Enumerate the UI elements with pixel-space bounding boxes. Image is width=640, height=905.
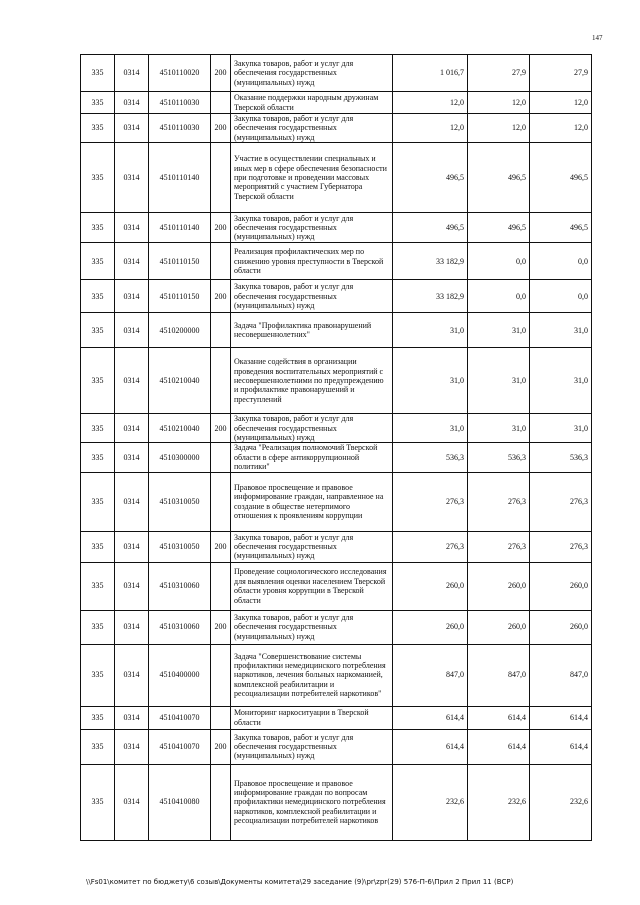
- cell-section: 0314: [115, 243, 149, 280]
- cell-amount-3: 31,0: [530, 348, 592, 414]
- table-row: [81, 531, 592, 562]
- cell-section: 0314: [115, 92, 149, 114]
- cell-section: 0314: [115, 610, 149, 644]
- cell-amount-3: 276,3: [530, 531, 592, 562]
- cell-expense-type: [211, 644, 231, 706]
- cell-description: Закупка товаров, работ и услуг для обеспечения государственных (муниципальных) нужд: [231, 213, 393, 243]
- table-row: [81, 280, 592, 313]
- cell-expense-type: [211, 243, 231, 280]
- cell-description: Задача "Профилактика правонарушений несовершеннолетних": [231, 313, 393, 348]
- cell-amount-1: 276,3: [393, 472, 468, 531]
- table-row: [81, 644, 592, 706]
- cell-section: 0314: [115, 414, 149, 443]
- cell-target-code: 4510410080: [149, 764, 211, 840]
- cell-chapter: 335: [81, 472, 115, 531]
- cell-description: Закупка товаров, работ и услуг для обеспечения государственных (муниципальных) нужд: [231, 55, 393, 92]
- cell-amount-1: 614,4: [393, 706, 468, 729]
- table-row: [81, 213, 592, 243]
- cell-amount-2: 276,3: [468, 472, 530, 531]
- cell-expense-type: [211, 313, 231, 348]
- table-row: [81, 443, 592, 472]
- cell-description: Правовое просвещение и правовое информирование граждан по вопросам профилактики немедицинского потребления наркотиков, комплексной реабилитации и ресоциализации потребителей наркотиков: [231, 764, 393, 840]
- table-row: [81, 348, 592, 414]
- cell-amount-1: 12,0: [393, 92, 468, 114]
- cell-amount-3: 0,0: [530, 280, 592, 313]
- cell-chapter: 335: [81, 443, 115, 472]
- cell-chapter: 335: [81, 562, 115, 610]
- cell-amount-3: 614,4: [530, 729, 592, 764]
- cell-target-code: 4510310050: [149, 472, 211, 531]
- cell-description: Участие в осуществлении специальных и иных мер в сфере обеспечения безопасности при подготовке и проведении массовых мероприятий с участием Губернатора Тверской области: [231, 143, 393, 213]
- cell-amount-2: 847,0: [468, 644, 530, 706]
- table-row: [81, 114, 592, 143]
- cell-amount-2: 496,5: [468, 143, 530, 213]
- cell-amount-1: 1 016,7: [393, 55, 468, 92]
- cell-amount-3: 276,3: [530, 472, 592, 531]
- cell-expense-type: 200: [211, 610, 231, 644]
- cell-amount-3: 536,3: [530, 443, 592, 472]
- cell-description: Мониторинг наркоситуации в Тверской области: [231, 706, 393, 729]
- table-body: [81, 55, 592, 841]
- table-row: [81, 562, 592, 610]
- cell-description: Закупка товаров, работ и услуг для обеспечения государственных (муниципальных) нужд: [231, 729, 393, 764]
- cell-target-code: 4510400000: [149, 644, 211, 706]
- cell-amount-1: 31,0: [393, 348, 468, 414]
- cell-target-code: 4510410070: [149, 706, 211, 729]
- cell-chapter: 335: [81, 143, 115, 213]
- cell-amount-3: 27,9: [530, 55, 592, 92]
- cell-section: 0314: [115, 472, 149, 531]
- table-row: [81, 143, 592, 213]
- cell-description: Закупка товаров, работ и услуг для обеспечения государственных (муниципальных) нужд: [231, 531, 393, 562]
- cell-section: 0314: [115, 143, 149, 213]
- cell-section: 0314: [115, 443, 149, 472]
- cell-description: Закупка товаров, работ и услуг для обеспечения государственных (муниципальных) нужд: [231, 280, 393, 313]
- cell-section: 0314: [115, 531, 149, 562]
- cell-amount-1: 33 182,9: [393, 243, 468, 280]
- page-number: 147: [592, 34, 603, 42]
- cell-expense-type: [211, 764, 231, 840]
- cell-section: 0314: [115, 562, 149, 610]
- cell-description: Проведение социологического исследования для выявления оценки населением Тверской области уровня коррупции в Тверской области: [231, 562, 393, 610]
- cell-amount-3: 12,0: [530, 92, 592, 114]
- cell-amount-2: 260,0: [468, 562, 530, 610]
- table-row: [81, 729, 592, 764]
- cell-amount-2: 0,0: [468, 243, 530, 280]
- table-row: [81, 610, 592, 644]
- table-row: [81, 706, 592, 729]
- cell-amount-1: 276,3: [393, 531, 468, 562]
- cell-amount-2: 536,3: [468, 443, 530, 472]
- cell-description: Правовое просвещение и правовое информирование граждан, направленное на создание в обществе нетерпимого отношения к проявлениям коррупции: [231, 472, 393, 531]
- cell-amount-2: 260,0: [468, 610, 530, 644]
- table-row: [81, 472, 592, 531]
- cell-amount-3: 847,0: [530, 644, 592, 706]
- cell-amount-2: 31,0: [468, 348, 530, 414]
- cell-target-code: 4510310060: [149, 562, 211, 610]
- footer-file-path: \\Fs01\комитет по бюджету\6 созыв\Документы комитета\29 заседание (9)\рr\zpr(29) 576-П-6\Прил 2 Прил 11 (ВСР): [86, 878, 514, 886]
- cell-target-code: 4510110150: [149, 280, 211, 313]
- cell-description: Задача "Реализация полномочий Тверской области в сфере антикоррупционной политики": [231, 443, 393, 472]
- cell-expense-type: [211, 562, 231, 610]
- cell-expense-type: 200: [211, 414, 231, 443]
- cell-target-code: 4510110150: [149, 243, 211, 280]
- cell-expense-type: 200: [211, 280, 231, 313]
- cell-amount-1: 260,0: [393, 610, 468, 644]
- cell-section: 0314: [115, 213, 149, 243]
- cell-section: 0314: [115, 114, 149, 143]
- cell-chapter: 335: [81, 280, 115, 313]
- cell-amount-3: 496,5: [530, 213, 592, 243]
- cell-chapter: 335: [81, 348, 115, 414]
- cell-expense-type: 200: [211, 114, 231, 143]
- table-row: [81, 55, 592, 92]
- cell-expense-type: 200: [211, 55, 231, 92]
- cell-chapter: 335: [81, 644, 115, 706]
- cell-amount-2: 12,0: [468, 92, 530, 114]
- cell-target-code: 4510310060: [149, 610, 211, 644]
- cell-description: Оказание содействия в организации проведения воспитательных мероприятий с несовершеннолетними по предупреждению и профилактике правонарушений и преступлений: [231, 348, 393, 414]
- cell-section: 0314: [115, 313, 149, 348]
- cell-target-code: 4510210040: [149, 348, 211, 414]
- cell-amount-1: 31,0: [393, 313, 468, 348]
- cell-amount-2: 12,0: [468, 114, 530, 143]
- cell-amount-3: 0,0: [530, 243, 592, 280]
- cell-target-code: 4510200000: [149, 313, 211, 348]
- cell-chapter: 335: [81, 706, 115, 729]
- cell-amount-3: 614,4: [530, 706, 592, 729]
- cell-amount-2: 496,5: [468, 213, 530, 243]
- cell-amount-3: 12,0: [530, 114, 592, 143]
- cell-chapter: 335: [81, 213, 115, 243]
- cell-amount-2: 614,4: [468, 706, 530, 729]
- cell-chapter: 335: [81, 55, 115, 92]
- cell-section: 0314: [115, 706, 149, 729]
- cell-expense-type: 200: [211, 531, 231, 562]
- cell-amount-2: 31,0: [468, 313, 530, 348]
- cell-amount-1: 536,3: [393, 443, 468, 472]
- cell-amount-2: 27,9: [468, 55, 530, 92]
- table-row: [81, 764, 592, 840]
- cell-target-code: 4510110140: [149, 213, 211, 243]
- cell-chapter: 335: [81, 610, 115, 644]
- cell-chapter: 335: [81, 92, 115, 114]
- cell-amount-3: 260,0: [530, 562, 592, 610]
- cell-chapter: 335: [81, 313, 115, 348]
- cell-expense-type: [211, 443, 231, 472]
- cell-amount-1: 31,0: [393, 414, 468, 443]
- cell-expense-type: [211, 92, 231, 114]
- cell-amount-1: 496,5: [393, 143, 468, 213]
- cell-chapter: 335: [81, 531, 115, 562]
- table-row: [81, 313, 592, 348]
- cell-expense-type: [211, 143, 231, 213]
- cell-chapter: 335: [81, 764, 115, 840]
- cell-target-code: 4510310050: [149, 531, 211, 562]
- cell-chapter: 335: [81, 243, 115, 280]
- cell-amount-3: 31,0: [530, 414, 592, 443]
- cell-description: Закупка товаров, работ и услуг для обеспечения государственных (муниципальных) нужд: [231, 114, 393, 143]
- cell-chapter: 335: [81, 414, 115, 443]
- cell-chapter: 335: [81, 114, 115, 143]
- cell-amount-1: 33 182,9: [393, 280, 468, 313]
- cell-description: Закупка товаров, работ и услуг для обеспечения государственных (муниципальных) нужд: [231, 610, 393, 644]
- cell-amount-1: 12,0: [393, 114, 468, 143]
- cell-amount-2: 31,0: [468, 414, 530, 443]
- cell-amount-3: 260,0: [530, 610, 592, 644]
- table-row: [81, 92, 592, 114]
- cell-target-code: 4510210040: [149, 414, 211, 443]
- cell-amount-2: 232,6: [468, 764, 530, 840]
- cell-amount-1: 260,0: [393, 562, 468, 610]
- cell-section: 0314: [115, 280, 149, 313]
- cell-expense-type: [211, 472, 231, 531]
- cell-section: 0314: [115, 729, 149, 764]
- cell-target-code: 4510110020: [149, 55, 211, 92]
- cell-amount-1: 496,5: [393, 213, 468, 243]
- cell-expense-type: 200: [211, 729, 231, 764]
- cell-section: 0314: [115, 644, 149, 706]
- cell-target-code: 4510110140: [149, 143, 211, 213]
- cell-section: 0314: [115, 764, 149, 840]
- table-row: [81, 414, 592, 443]
- cell-description: Реализация профилактических мер по снижению уровня преступности в Тверской области: [231, 243, 393, 280]
- cell-amount-3: 31,0: [530, 313, 592, 348]
- cell-amount-2: 0,0: [468, 280, 530, 313]
- cell-description: Закупка товаров, работ и услуг для обеспечения государственных (муниципальных) нужд: [231, 414, 393, 443]
- cell-target-code: 4510410070: [149, 729, 211, 764]
- cell-amount-3: 232,6: [530, 764, 592, 840]
- cell-expense-type: [211, 706, 231, 729]
- cell-section: 0314: [115, 348, 149, 414]
- cell-target-code: 4510300000: [149, 443, 211, 472]
- cell-chapter: 335: [81, 729, 115, 764]
- cell-amount-1: 847,0: [393, 644, 468, 706]
- cell-description: Задача "Совершенствование системы профилактики немедицинского потребления наркотиков, лечения больных наркоманией, комплексной реабилитации и ресоциализации потребителей наркотиков": [231, 644, 393, 706]
- cell-amount-2: 614,4: [468, 729, 530, 764]
- cell-description: Оказание поддержки народным дружинам Тверской области: [231, 92, 393, 114]
- cell-expense-type: [211, 348, 231, 414]
- cell-target-code: 4510110030: [149, 92, 211, 114]
- cell-section: 0314: [115, 55, 149, 92]
- budget-table: [80, 54, 592, 841]
- cell-amount-1: 232,6: [393, 764, 468, 840]
- cell-amount-3: 496,5: [530, 143, 592, 213]
- cell-amount-2: 276,3: [468, 531, 530, 562]
- cell-expense-type: 200: [211, 213, 231, 243]
- cell-target-code: 4510110030: [149, 114, 211, 143]
- table-row: [81, 243, 592, 280]
- cell-amount-1: 614,4: [393, 729, 468, 764]
